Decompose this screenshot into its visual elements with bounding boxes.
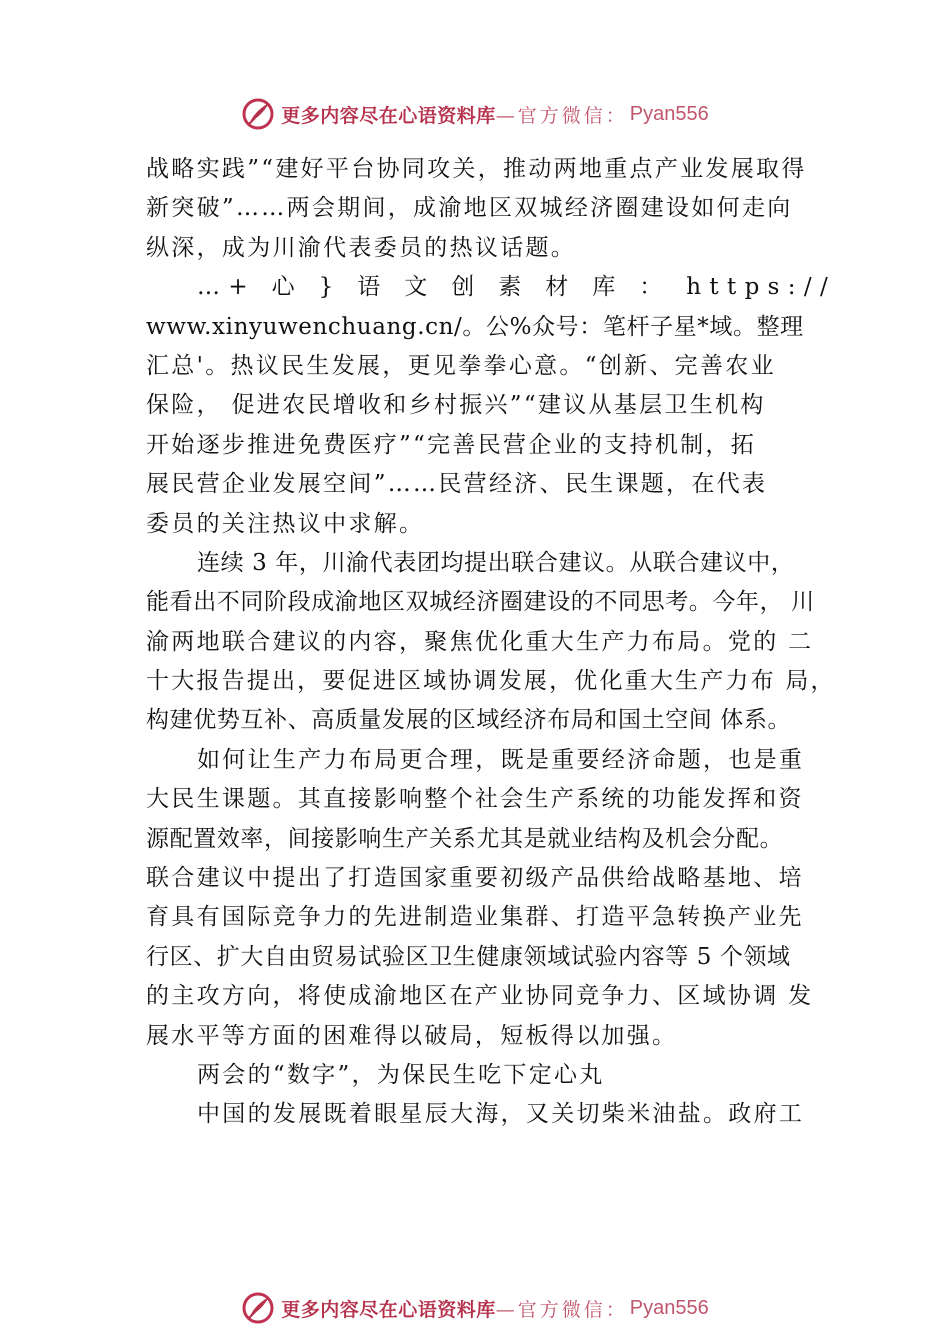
text-line: 构建优势互补、高质量发展的区域经济布局和国土空间 体系。 <box>146 707 792 734</box>
text-line: 大民生课题。其直接影响整个社会生产系统的功能发挥和资 <box>146 786 804 813</box>
text-line: 能看出不同阶段成渝地区双城经济圈建设的不同思考。今年， 川 <box>146 589 815 616</box>
text-line: 展水平等方面的困难得以破局，短板得以加强。 <box>146 1022 678 1049</box>
header-banner <box>0 96 950 132</box>
text-line: 保险， 促进农民增收和乡村振兴”“建议从基层卫生机构 <box>146 392 766 419</box>
text-line: 委员的关注热议中求解。 <box>146 510 425 537</box>
text-line: 纵深，成为川渝代表委员的热议话题。 <box>146 234 577 261</box>
text-line: www.xinyuwenchuang.cn/。公%众号：笔杆子星*域。整理 <box>146 313 804 340</box>
text-line: 汇总'。热议民生发展，更见拳拳心意。“创新、完善农业 <box>146 352 776 379</box>
footer-wechat-id: Pyan556 <box>629 1296 709 1319</box>
header-wechat-id: Pyan556 <box>629 102 709 125</box>
text-line: 的主攻方向，将使成渝地区在产业协同竞争力、区域协调 发 <box>146 983 814 1010</box>
footer-title: 更多内容尽在心语资料库 <box>281 1298 496 1321</box>
footer-banner <box>0 1290 950 1326</box>
text-line: 源配置效率，间接影响生产关系尤其是就业结构及机会分配。 <box>146 825 784 852</box>
document-body <box>146 150 836 1135</box>
text-line: 开始逐步推进免费医疗”“完善民营企业的支持机制，拓 <box>146 431 757 458</box>
text-line: …+ 心 } 语 文 创 素 材 库 ： https:// <box>197 274 837 301</box>
text-line: 育具有国际竞争力的先进制造业集群、打造平急转换产业先 <box>146 904 804 931</box>
footer-subtitle: —官方微信： <box>495 1298 628 1321</box>
text-line: 战略实践”“建好平台协同攻关，推动两地重点产业发展取得 <box>146 156 807 182</box>
text-line: 展民营企业发展空间”……民营经济、民生课题，在代表 <box>146 471 768 498</box>
text-line: 十大报告提出，要促进区域协调发展，优化重大生产力布 局， <box>146 668 836 695</box>
header-title: 更多内容尽在心语资料库 <box>281 104 496 127</box>
text-line: 新突破”……两会期间，成渝地区双城经济圈建设如何走向 <box>146 195 793 222</box>
text-line: 如何让生产力布局更合理，既是重要经济命题，也是重 <box>197 746 805 773</box>
quill-logo-icon <box>241 1291 275 1325</box>
text-line: 渝两地联合建议的内容，聚焦优化重大生产力布局。党的 二 <box>146 628 814 655</box>
section-heading: 两会的“数字”，为保民生吃下定心丸 <box>197 1061 605 1088</box>
text-line: 行区、扩大自由贸易试验区卫生健康领域试验内容等 5 个领域 <box>146 943 791 970</box>
text-line: 联合建议中提出了打造国家重要初级产品供给战略基地、培 <box>146 865 804 892</box>
header-subtitle: —官方微信： <box>495 104 628 127</box>
quill-logo-icon <box>241 97 275 131</box>
text-line: 中国的发展既着眼星辰大海，又关切柴米油盐。政府工 <box>197 1101 805 1128</box>
text-line: 连续 3 年，川渝代表团均提出联合建议。从联合建议中， <box>197 549 795 576</box>
